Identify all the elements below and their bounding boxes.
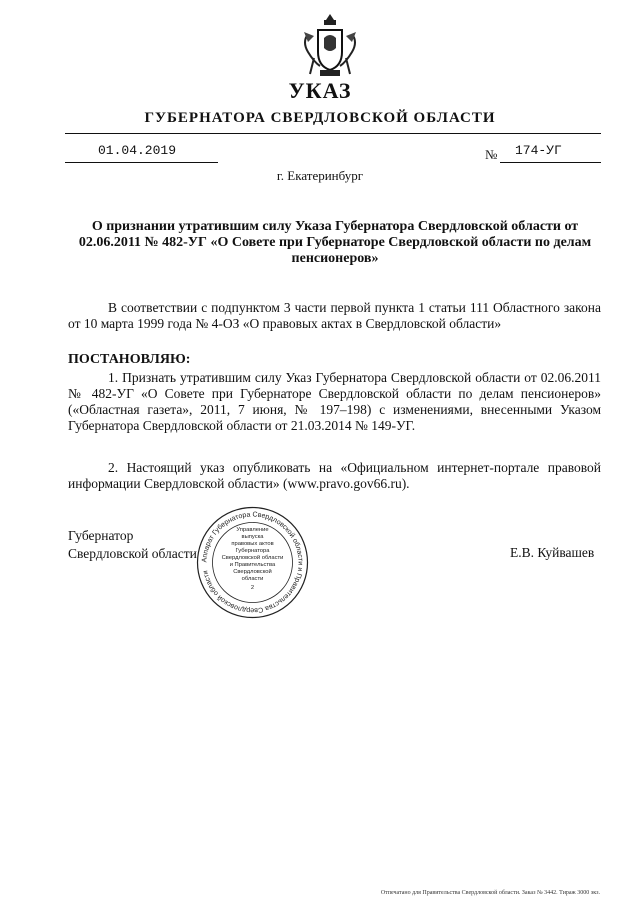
stamp-line: 2: [250, 585, 255, 591]
city: г. Екатеринбург: [276, 168, 364, 183]
stamp-line: Губернатора: [235, 548, 270, 554]
date-underline: [65, 162, 218, 163]
item-2-paragraph: 2. Настоящий указ опубликовать на «Официальном интернет-портале правовой информации Свердловской области» (www.pravo.gov66.ru).: [68, 460, 601, 491]
stamp-line: правовых актов: [231, 541, 274, 547]
stamp-line: и Правительства: [229, 562, 276, 568]
header-rule: [65, 133, 601, 134]
number-label: №: [485, 147, 498, 162]
number-underline: [500, 162, 601, 163]
stamp-line: выпуска: [241, 534, 264, 540]
stamp-line: Управление: [236, 527, 269, 533]
stamp-line: Свердловской: [233, 569, 272, 575]
document-number: 174-УГ: [515, 143, 562, 158]
issuer-title: ГУБЕРНАТОРА СВЕРДЛОВСКОЙ ОБЛАСТИ: [144, 110, 496, 126]
decree-word: ПОСТАНОВЛЯЮ:: [68, 352, 191, 367]
stamp-ring-text: Аппарат Губернатора Свердловской области и Правительства Свердловской области: [201, 511, 304, 614]
document-date: 01.04.2019: [98, 143, 177, 158]
item-1-paragraph: 1. Признать утратившим силу Указ Губернатора Свердловской области от 02.06.2011 № 482-УГ «О Совете при Губернаторе Свердловской области по делам пенсионеров» («Областная газета», 2011, 7 июня, № 197–198) с изменениями, внесенными Указом Губернатора Свердловской области от 21.03.2014 № 149-УГ.: [68, 370, 601, 433]
official-stamp-icon: [195, 505, 310, 620]
signatory-position: [68, 527, 197, 563]
preamble-paragraph: В соответствии с подпунктом 3 части первой пункта 1 статьи 111 Областного закона от 10 марта 1999 года № 4-ОЗ «О правовых актах в Свердловской области»: [68, 300, 601, 331]
stamp-line: Свердловской области: [221, 555, 284, 561]
signatory-name: Е.В. Куйвашев: [510, 545, 595, 560]
signatory-position-line2: Свердловской области: [68, 546, 197, 561]
signatory-position-line1: Губернатор: [68, 528, 134, 543]
print-footer: Отпечатано для Правительства Свердловской области. Заказ № 3442. Тираж 3000 экз.: [380, 890, 600, 896]
stamp-line: области: [241, 576, 264, 582]
document-type-title: УКАЗ: [288, 78, 352, 103]
document-heading: О признании утратившим силу Указа Губернатора Свердловской области от 02.06.2011 № 482-УГ «О Совете при Губернаторе Свердловской области по делам пенсионеров»: [78, 219, 592, 266]
coat-of-arms-icon: [300, 12, 360, 82]
